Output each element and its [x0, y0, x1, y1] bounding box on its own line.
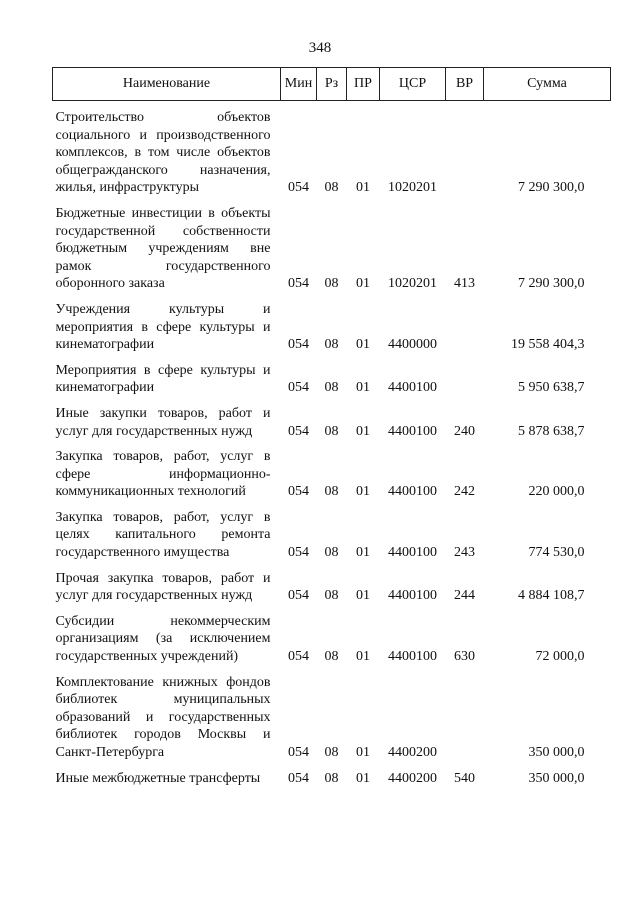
cell-sum: 350 000,0	[528, 745, 585, 760]
cell-csr: 4400000	[388, 337, 437, 353]
cell-min: 054	[288, 588, 309, 604]
cell-csr: 4400100	[388, 545, 437, 561]
cell-rz: 08	[324, 276, 339, 292]
cell-name: Субсидии некоммерческим организациям (за исключением государственных учреждений)	[55, 613, 271, 665]
cell-min: 054	[288, 745, 309, 760]
cell-rz: 08	[324, 180, 339, 196]
cell-name: Учреждения культуры и мероприятия в сфере культуры и кинематографии	[55, 301, 271, 353]
cell-name: Прочая закупка товаров, работ и услуг для государственных нужд	[55, 570, 271, 604]
table-row	[53, 354, 611, 397]
cell-rz: 08	[324, 588, 339, 604]
cell-pr: 01	[356, 588, 370, 604]
cell-vr: 540	[454, 770, 475, 786]
cell-min: 054	[288, 276, 309, 292]
cell-rz: 08	[324, 745, 339, 760]
cell-sum: 350 000,0	[528, 770, 585, 786]
cell-sum: 5 950 638,7	[518, 380, 585, 396]
cell-pr: 01	[356, 380, 370, 396]
cell-name: Закупка товаров, работ, услуг в целях капитального ремонта государственного имущества	[55, 509, 271, 561]
cell-min: 054	[288, 649, 309, 665]
cell-pr: 01	[356, 337, 370, 353]
table-row	[53, 197, 611, 293]
cell-vr	[446, 101, 484, 197]
cell-name: Мероприятия в сфере культуры и кинематографии	[55, 362, 271, 396]
cell-csr: 1020201	[388, 276, 437, 292]
cell-name: Иные межбюджетные трансферты	[55, 770, 261, 786]
cell-name: Иные закупки товаров, работ и услуг для государственных нужд	[55, 405, 271, 439]
cell-rz: 08	[324, 770, 339, 786]
cell-sum: 19 558 404,3	[511, 337, 585, 353]
table-row	[53, 397, 611, 440]
cell-vr: 244	[454, 588, 475, 604]
cell-csr: 4400100	[388, 649, 437, 665]
table-row	[53, 440, 611, 501]
cell-pr: 01	[356, 276, 370, 292]
cell-name: Закупка товаров, работ, услуг в сфере информационно-коммуникационных технологий	[55, 449, 271, 500]
table-row	[53, 501, 611, 562]
cell-csr: 1020201	[388, 180, 437, 196]
cell-name: Бюджетные инвестиции в объекты государственной собственности бюджетным учреждениям вне рамок государственного оборонного заказа	[55, 205, 271, 292]
cell-vr: 240	[454, 423, 475, 439]
page-number: 348	[308, 40, 332, 56]
header-csr: ЦСР	[380, 68, 446, 101]
header-rz: Рз	[317, 68, 347, 101]
cell-min: 054	[288, 180, 309, 196]
cell-min: 054	[288, 380, 309, 396]
cell-rz: 08	[324, 380, 339, 396]
cell-sum: 4 884 108,7	[518, 588, 585, 604]
cell-pr: 01	[356, 484, 370, 500]
table-row	[53, 605, 611, 666]
cell-sum: 774 530,0	[528, 545, 585, 561]
cell-rz: 08	[324, 649, 339, 665]
cell-pr: 01	[356, 423, 370, 439]
header-vr: ВР	[446, 68, 484, 101]
cell-csr: 4400100	[388, 380, 437, 396]
table-row	[53, 293, 611, 354]
cell-pr: 01	[356, 745, 370, 760]
cell-pr: 01	[356, 180, 370, 196]
cell-sum: 7 290 300,0	[518, 276, 585, 292]
header-pr: ПР	[347, 68, 380, 101]
cell-vr: 630	[454, 649, 475, 665]
header-min: Мин	[281, 68, 317, 101]
cell-rz: 08	[324, 423, 339, 439]
table-row	[53, 562, 611, 605]
cell-rz: 08	[324, 484, 339, 500]
cell-rz: 08	[324, 545, 339, 561]
table-body	[53, 101, 611, 788]
table-header	[53, 68, 611, 101]
cell-vr	[446, 354, 484, 397]
cell-min: 054	[288, 545, 309, 561]
cell-vr: 243	[454, 545, 475, 561]
cell-min: 054	[288, 484, 309, 500]
cell-rz: 08	[324, 337, 339, 353]
cell-csr: 4400200	[388, 770, 437, 786]
cell-vr: 242	[454, 484, 475, 500]
cell-pr: 01	[356, 545, 370, 561]
cell-name: Комплектование книжных фондов библиотек муниципальных образований и государственных библиотек городов Москвы и Санкт-Петербурга	[55, 674, 271, 760]
cell-vr: 413	[454, 276, 475, 292]
cell-csr: 4400100	[388, 423, 437, 439]
cell-csr: 4400100	[388, 484, 437, 500]
cell-sum: 5 878 638,7	[518, 423, 585, 439]
budget-table	[52, 67, 611, 787]
cell-pr: 01	[356, 770, 370, 786]
cell-name: Строительство объектов социального и производственного комплексов, в том числе объектов общегражданского назначения, жилья, инфраструктуры	[55, 110, 271, 196]
cell-vr	[446, 666, 484, 762]
cell-min: 054	[288, 423, 309, 439]
cell-vr	[446, 293, 484, 354]
table-row	[53, 101, 611, 197]
cell-pr: 01	[356, 649, 370, 665]
table-row	[53, 666, 611, 762]
header-name: Наименование	[53, 68, 281, 101]
cell-csr: 4400100	[388, 588, 437, 604]
cell-min: 054	[288, 770, 309, 786]
header-sum: Сумма	[484, 68, 611, 101]
cell-sum: 72 000,0	[535, 649, 585, 665]
cell-sum: 7 290 300,0	[518, 180, 585, 196]
cell-sum: 220 000,0	[528, 484, 585, 500]
cell-csr: 4400200	[388, 745, 437, 760]
cell-min: 054	[288, 337, 309, 353]
table-row	[53, 762, 611, 788]
